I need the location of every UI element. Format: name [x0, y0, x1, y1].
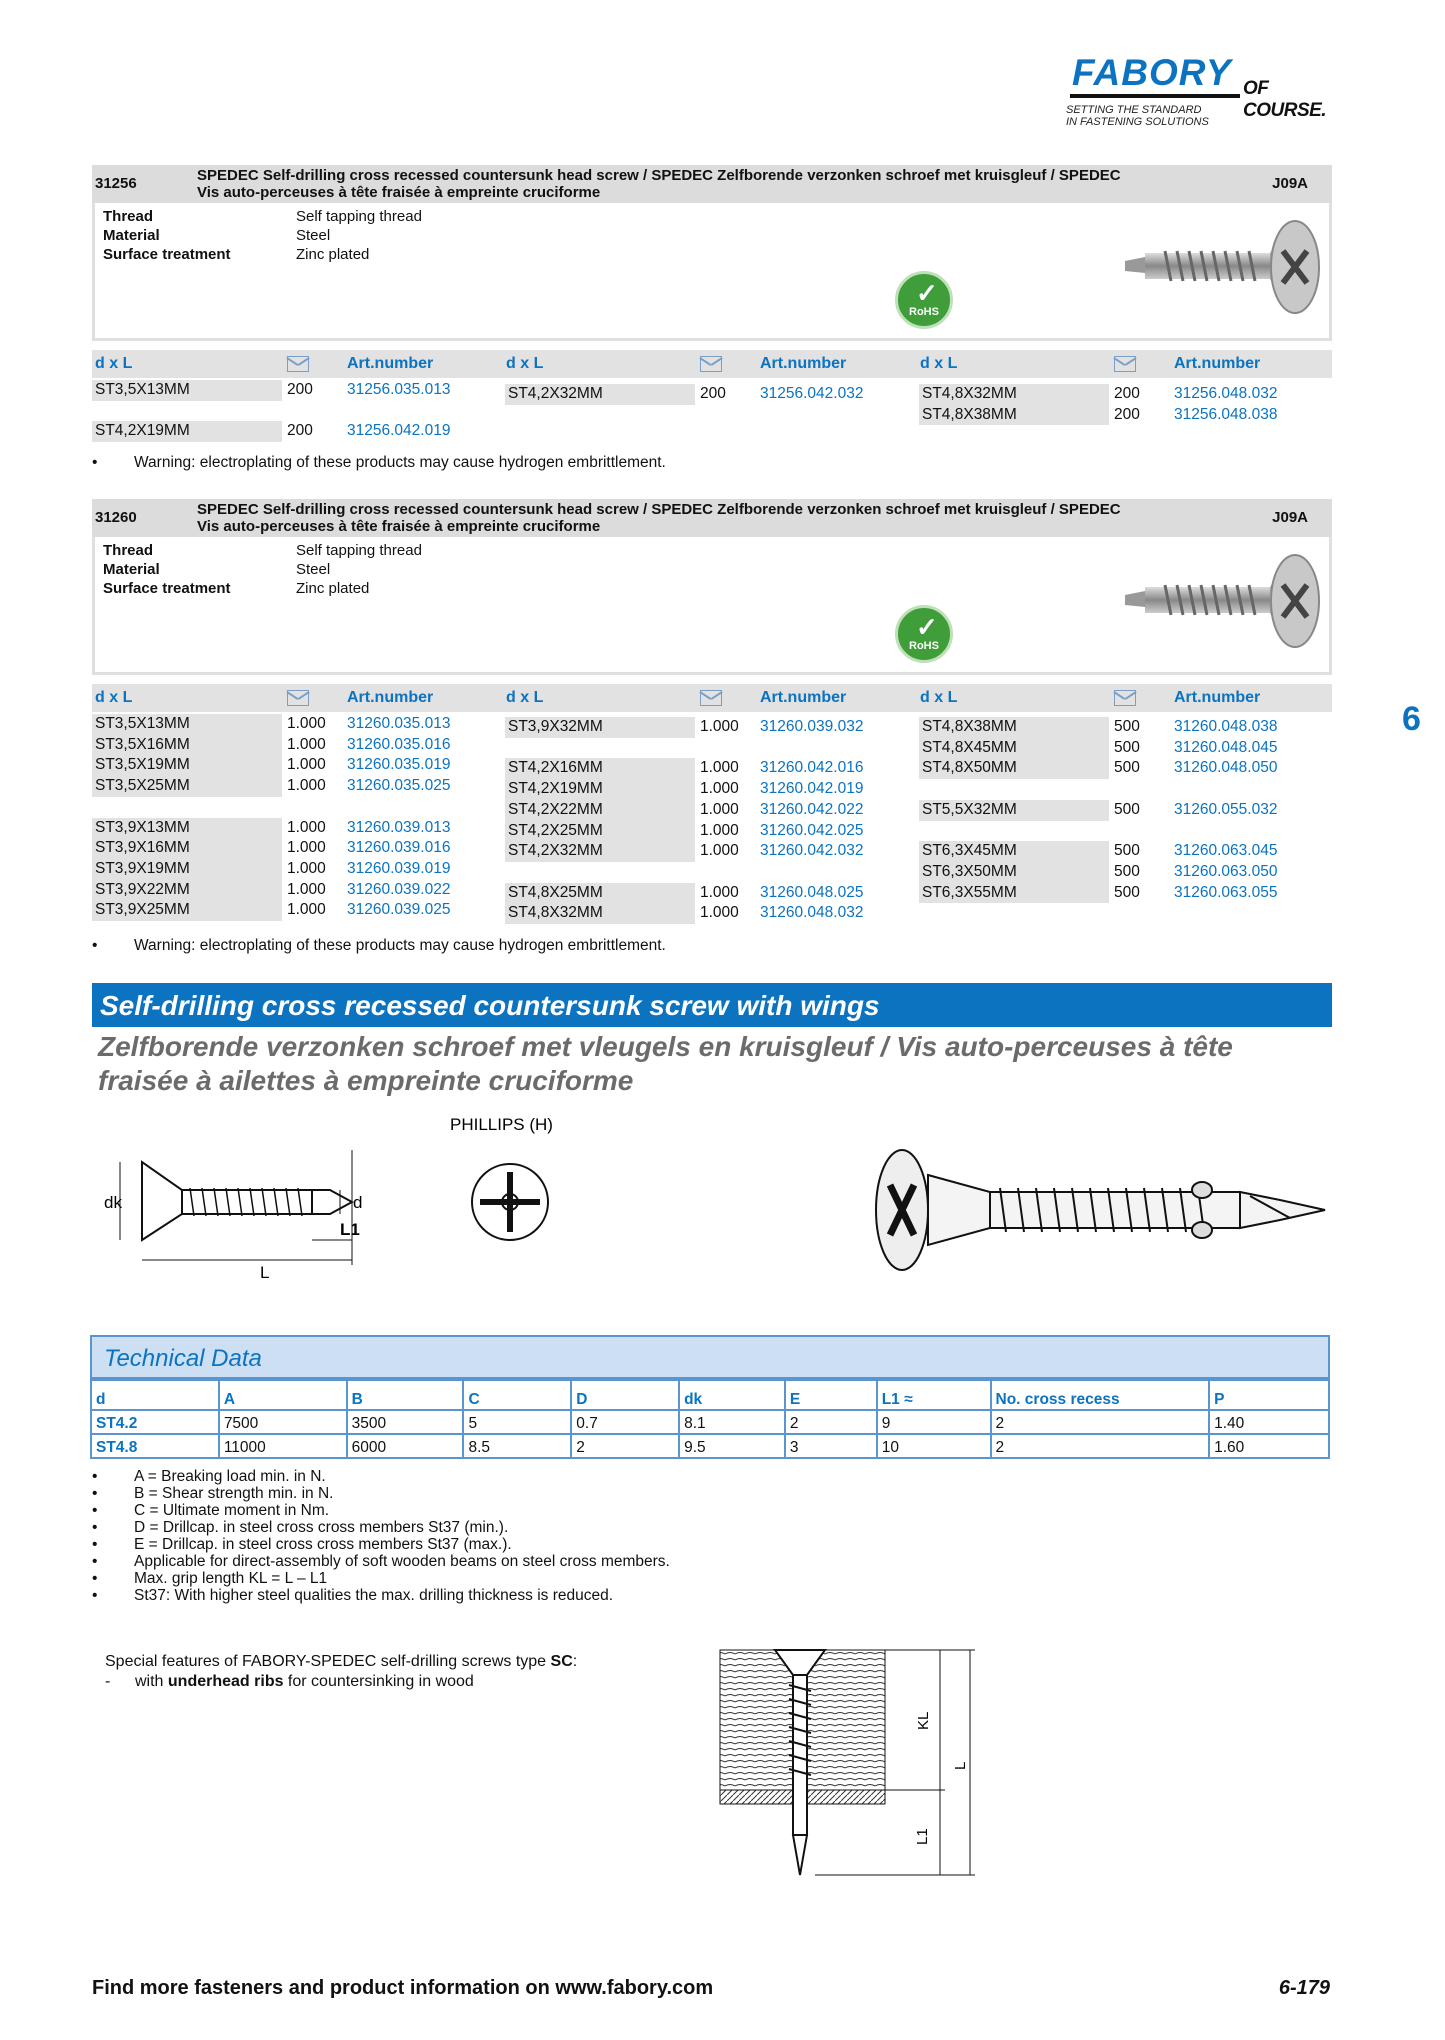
qty-cell: 200: [287, 422, 313, 440]
technical-data-title: Technical Data: [104, 1345, 262, 1372]
art-number-link[interactable]: 31260.042.025: [760, 821, 864, 839]
technical-data-table: [90, 1379, 1330, 1459]
note-text: A = Breaking load min. in N.: [134, 1468, 326, 1485]
art-number-link[interactable]: 31260.035.016: [347, 735, 451, 753]
art-number-link[interactable]: 31260.063.045: [1174, 842, 1278, 860]
art-number-link[interactable]: 31260.048.038: [1174, 718, 1278, 735]
note-item: [92, 1519, 670, 1536]
property-value: Self tapping thread: [296, 542, 422, 559]
qty-cell: 1.000: [700, 821, 739, 839]
envelope-icon: [1114, 690, 1136, 706]
product-code: 31260: [95, 509, 137, 526]
special-features: [105, 1652, 577, 1692]
art-number-link[interactable]: 31260.035.019: [347, 756, 451, 774]
dxl-cell: ST3,9X16MM: [92, 838, 282, 859]
bullet: •: [92, 1553, 98, 1570]
property-value: Steel: [296, 561, 331, 578]
property-label: Surface treatment: [103, 580, 231, 597]
note-text: E = Drillcap. in steel cross cross members St37 (max.).: [134, 1536, 512, 1553]
dxl-cell: ST3,5X25MM: [92, 776, 282, 797]
logo-brand: FABORY: [1072, 52, 1232, 93]
tech-cell: ST4.2: [91, 1410, 219, 1434]
art-number-link[interactable]: 31260.039.016: [347, 839, 451, 857]
dxl-cell: ST4,8X45MM: [919, 738, 1109, 759]
tech-header-row: [91, 1380, 1329, 1410]
bullet: •: [92, 1519, 98, 1536]
dim-d: d: [353, 1193, 363, 1212]
art-number-link[interactable]: 31260.039.019: [347, 859, 451, 877]
tech-header-cell: B: [347, 1380, 464, 1410]
tech-cell: 8.5: [463, 1434, 571, 1458]
tech-cell: 6000: [347, 1434, 464, 1458]
screw-photo-icon: [1125, 217, 1325, 317]
tech-cell: 9: [877, 1410, 991, 1434]
description-line-1: SPEDEC Self-drilling cross recessed countersunk head screw / SPEDEC Zelfborende verzonken schroef met kruisgleuf / SPEDEC: [197, 501, 1121, 518]
tech-row: [91, 1434, 1329, 1458]
art-number-link[interactable]: 31260.042.016: [760, 759, 864, 777]
bullet: •: [92, 1536, 98, 1553]
qty-cell: 200: [287, 381, 313, 398]
bullet: •: [92, 1468, 98, 1485]
property-label: Material: [103, 227, 160, 244]
note-text: B = Shear strength min. in N.: [134, 1485, 334, 1502]
col-dxl-header: d x L: [506, 355, 544, 372]
qty-cell: 1.000: [700, 904, 739, 922]
tech-cell: ST4.8: [91, 1434, 219, 1458]
product-properties-31256: [92, 203, 1332, 341]
section-title: Self-drilling cross recessed countersunk screw with wings: [92, 983, 1332, 1027]
product-description: [197, 167, 1237, 201]
col-art-header: Art.number: [760, 689, 847, 706]
col-dxl-header: d x L: [920, 689, 958, 706]
dxl-cell: ST6,3X55MM: [919, 883, 1109, 904]
property-label: Thread: [103, 542, 154, 559]
tech-cell: 2: [991, 1434, 1210, 1458]
col-dxl-header: d x L: [95, 355, 133, 372]
dxl-cell: ST4,8X25MM: [505, 883, 695, 904]
tech-header-cell: dk: [679, 1380, 785, 1410]
qty-cell: 1.000: [287, 880, 326, 898]
special-bold: underhead ribs: [167, 1673, 284, 1690]
rohs-badge: [895, 605, 953, 663]
technical-data-header: [90, 1335, 1330, 1379]
col-art-header: Art.number: [760, 355, 847, 372]
dxl-cell: ST3,5X13MM: [92, 714, 282, 735]
col-dxl-header: d x L: [95, 689, 133, 706]
qty-cell: 1.000: [287, 839, 326, 857]
property-surface: [103, 245, 369, 264]
qty-cell: 500: [1114, 862, 1140, 880]
note-text: Max. grip length KL = L – L1: [134, 1570, 328, 1587]
qty-cell: 500: [1114, 718, 1140, 735]
description-line-1: SPEDEC Self-drilling cross recessed countersunk head screw / SPEDEC Zelfborende verzonken schroef met kruisgleuf / SPEDEC: [197, 167, 1121, 184]
art-number-link[interactable]: 31260.063.050: [1174, 862, 1278, 880]
dim-l: L: [952, 1761, 969, 1770]
art-number-link[interactable]: 31260.048.045: [1174, 738, 1278, 756]
art-table-header-31256: [92, 350, 1332, 378]
qty-cell: 1.000: [700, 800, 739, 818]
dxl-cell: ST4,2X25MM: [505, 821, 695, 842]
col-art-header: Art.number: [1174, 689, 1261, 706]
art-table-header-31260: [92, 684, 1332, 712]
dxl-cell: ST4,8X32MM: [919, 384, 1109, 405]
qty-cell: 500: [1114, 842, 1140, 860]
subtitle-line-1: Zelfborende verzonken schroef met vleugels en kruisgleuf / Vis auto-perceuses à tête: [98, 1031, 1233, 1062]
property-label: Thread: [103, 208, 154, 225]
special-text: Special features of FABORY-SPEDEC self-drilling screws type: [105, 1653, 551, 1670]
dxl-cell: ST4,8X50MM: [919, 758, 1109, 779]
product-code: 31256: [95, 175, 137, 192]
tech-row: [91, 1410, 1329, 1434]
fabory-logo: [1060, 52, 1350, 132]
property-label: Material: [103, 561, 160, 578]
envelope-icon: [287, 356, 309, 372]
note-item: [92, 1587, 670, 1604]
warning-text: Warning: electroplating of these products may cause hydrogen embrittlement.: [134, 937, 666, 954]
property-thread: [103, 541, 422, 560]
property-value: Zinc plated: [296, 246, 370, 263]
special-text: for countersinking in wood: [283, 1673, 474, 1690]
qty-cell: 500: [1114, 738, 1140, 756]
tech-cell: 9.5: [679, 1434, 785, 1458]
logo-underline: [1070, 94, 1240, 98]
qty-cell: 1.000: [287, 715, 326, 732]
art-number-link[interactable]: 31260.042.032: [760, 842, 864, 860]
col-dxl-header: d x L: [920, 355, 958, 372]
tech-header-cell: E: [785, 1380, 877, 1410]
dxl-cell: ST3,9X32MM: [505, 717, 695, 738]
art-number-link[interactable]: 31260.063.055: [1174, 883, 1278, 901]
tech-header-cell: No. cross recess: [991, 1380, 1210, 1410]
qty-cell: 1.000: [287, 901, 326, 919]
subtitle-line-2: fraisée à ailettes à empreinte cruciforme: [98, 1065, 634, 1096]
bullet: •: [92, 1570, 98, 1587]
tech-cell: 8.1: [679, 1410, 785, 1434]
col-dxl-header: d x L: [506, 689, 544, 706]
property-material: [103, 560, 330, 579]
qty-cell: 200: [700, 385, 726, 402]
art-number-link[interactable]: 31256.042.032: [760, 385, 864, 402]
rohs-badge: [895, 271, 953, 329]
dim-l: L: [260, 1263, 270, 1282]
footer-text: Find more fasteners and product information on www.fabory.com: [92, 1977, 714, 1999]
col-art-header: Art.number: [347, 355, 434, 372]
note-text: St37: With higher steel qualities the max. drilling thickness is reduced.: [134, 1587, 614, 1604]
product-description: [197, 501, 1237, 535]
description-line-2: Vis auto-perceuses à tête fraisée à empreinte cruciforme: [197, 184, 601, 201]
dxl-cell: ST5,5X32MM: [919, 800, 1109, 821]
qty-cell: 200: [1114, 405, 1140, 423]
screw-illustration-icon: [870, 1140, 1330, 1280]
note-text: Applicable for direct-assembly of soft wooden beams on steel cross members.: [134, 1553, 670, 1570]
property-surface: [103, 579, 369, 598]
dxl-cell: ST4,2X16MM: [505, 758, 695, 779]
dxl-cell: ST3,5X19MM: [92, 755, 282, 776]
logo-slogan: OF COURSE.: [1243, 78, 1327, 121]
warning-note-31260: • Warning: electroplating of these products may cause hydrogen embrittlement.: [92, 937, 666, 954]
art-number-link[interactable]: 31260.042.019: [760, 780, 864, 798]
note-item: [92, 1468, 670, 1485]
tech-cell: 5: [463, 1410, 571, 1434]
tech-header-cell: P: [1209, 1380, 1329, 1410]
special-text: :: [572, 1653, 578, 1670]
section-subtitle: [98, 1030, 1298, 1098]
dxl-cell: ST4,2X19MM: [505, 779, 695, 800]
dim-dk: dk: [104, 1193, 122, 1212]
tech-cell: 2: [571, 1434, 679, 1458]
warning-text: Warning: electroplating of these products may cause hydrogen embrittlement.: [134, 454, 666, 471]
dxl-cell: ST4,2X19MM: [92, 421, 282, 442]
dim-kl: KL: [915, 1711, 932, 1730]
art-number-link[interactable]: 31260.039.022: [347, 880, 451, 898]
art-number-link[interactable]: 31256.035.013: [347, 381, 451, 398]
qty-cell: 500: [1114, 883, 1140, 901]
notes-list: [92, 1468, 670, 1604]
art-number-link[interactable]: 31260.048.025: [760, 883, 864, 901]
tech-cell: 0.7: [571, 1410, 679, 1434]
tech-header-cell: L1 ≈: [877, 1380, 991, 1410]
qty-cell: 1.000: [287, 756, 326, 774]
art-number-link[interactable]: 31256.042.019: [347, 422, 451, 440]
qty-cell: 1.000: [287, 859, 326, 877]
special-text: with: [135, 1673, 168, 1690]
art-number-link[interactable]: 31260.042.022: [760, 800, 864, 818]
qty-cell: 500: [1114, 800, 1140, 818]
description-line-2: Vis auto-perceuses à tête fraisée à empreinte cruciforme: [197, 518, 601, 535]
col-art-header: Art.number: [347, 689, 434, 706]
art-number-link[interactable]: 31256.048.038: [1174, 405, 1278, 423]
property-label: Surface treatment: [103, 246, 231, 263]
envelope-icon: [1114, 356, 1136, 372]
tech-cell: 10: [877, 1434, 991, 1458]
technical-drawing: [90, 1110, 590, 1305]
wood-assembly-diagram: [715, 1645, 1005, 1890]
qty-cell: 1.000: [700, 842, 739, 860]
chapter-number: 6: [1402, 700, 1421, 738]
art-number-link[interactable]: 31260.039.025: [347, 901, 451, 919]
envelope-icon: [700, 690, 722, 706]
product-category: J09A: [1272, 175, 1308, 192]
tech-cell: 3: [785, 1434, 877, 1458]
tech-cell: 11000: [219, 1434, 347, 1458]
product-header-31256: [92, 165, 1332, 203]
qty-cell: 1.000: [287, 777, 326, 795]
dim-l1: L1: [914, 1828, 931, 1845]
note-item: [92, 1536, 670, 1553]
dxl-cell: ST4,2X32MM: [505, 384, 695, 405]
bullet: •: [92, 1485, 98, 1502]
product-header-31260: [92, 499, 1332, 537]
dxl-cell: ST6,3X45MM: [919, 841, 1109, 862]
tech-cell: 1.40: [1209, 1410, 1329, 1434]
art-number-link[interactable]: 31260.039.013: [347, 818, 451, 836]
qty-cell: 1.000: [700, 718, 739, 735]
dxl-cell: ST3,5X13MM: [92, 380, 282, 401]
dxl-cell: ST3,9X22MM: [92, 880, 282, 901]
note-item: [92, 1570, 670, 1587]
special-line-2: [105, 1672, 577, 1692]
dxl-cell: ST4,8X32MM: [505, 903, 695, 924]
dxl-cell: ST4,8X38MM: [919, 405, 1109, 426]
qty-cell: 1.000: [700, 883, 739, 901]
art-number-link[interactable]: 31260.035.025: [347, 777, 451, 795]
dxl-cell: ST3,9X19MM: [92, 859, 282, 880]
dxl-cell: ST4,8X38MM: [919, 717, 1109, 738]
dxl-cell: ST3,9X13MM: [92, 818, 282, 839]
tech-cell: 1.60: [1209, 1434, 1329, 1458]
property-thread: [103, 207, 422, 226]
envelope-icon: [287, 690, 309, 706]
art-number-link[interactable]: 31260.055.032: [1174, 800, 1278, 818]
tech-header-cell: D: [571, 1380, 679, 1410]
dxl-cell: ST4,2X32MM: [505, 841, 695, 862]
tech-cell: 7500: [219, 1410, 347, 1434]
tagline-line-1: SETTING THE STANDARD: [1066, 104, 1202, 116]
special-bold: SC: [550, 1653, 573, 1670]
art-number-link[interactable]: 31260.048.050: [1174, 759, 1278, 777]
note-item: [92, 1485, 670, 1502]
col-art-header: Art.number: [1174, 355, 1261, 372]
property-value: Steel: [296, 227, 331, 244]
dim-l1: L1: [340, 1220, 360, 1239]
dxl-cell: ST3,5X16MM: [92, 735, 282, 756]
property-value: Self tapping thread: [296, 208, 422, 225]
property-value: Zinc plated: [296, 580, 370, 597]
art-number-link[interactable]: 31256.048.032: [1174, 385, 1278, 402]
note-item: [92, 1502, 670, 1519]
art-number-link[interactable]: 31260.039.032: [760, 718, 864, 735]
bullet: •: [92, 1502, 98, 1519]
special-dash: -: [105, 1673, 111, 1690]
page-number: 6-179: [1278, 1977, 1330, 1999]
product-category: J09A: [1272, 509, 1308, 526]
rohs-label: RoHS: [909, 640, 939, 652]
tech-header-cell: C: [463, 1380, 571, 1410]
art-number-link[interactable]: 31260.035.013: [347, 715, 451, 732]
dxl-cell: ST6,3X50MM: [919, 862, 1109, 883]
tech-cell: 3500: [347, 1410, 464, 1434]
qty-cell: 200: [1114, 385, 1140, 402]
envelope-icon: [700, 356, 722, 372]
qty-cell: 1.000: [287, 818, 326, 836]
dxl-cell: ST3,9X25MM: [92, 900, 282, 921]
bullet: •: [92, 1587, 98, 1604]
logo-tagline: [1066, 104, 1209, 128]
qty-cell: 500: [1114, 759, 1140, 777]
qty-cell: 1.000: [287, 735, 326, 753]
art-number-link[interactable]: 31260.048.032: [760, 904, 864, 922]
note-text: D = Drillcap. in steel cross cross members St37 (min.).: [134, 1519, 509, 1536]
special-line-1: [105, 1652, 577, 1672]
tech-cell: 2: [991, 1410, 1210, 1434]
note-item: [92, 1553, 670, 1570]
tagline-line-2: IN FASTENING SOLUTIONS: [1066, 116, 1209, 128]
rohs-label: RoHS: [909, 306, 939, 318]
checkmark-icon: ✓: [916, 278, 938, 308]
tech-header-cell: A: [219, 1380, 347, 1410]
qty-cell: 1.000: [700, 780, 739, 798]
tech-cell: 2: [785, 1410, 877, 1434]
warning-note-31256: • Warning: electroplating of these products may cause hydrogen embrittlement.: [92, 454, 666, 471]
dxl-cell: ST4,2X22MM: [505, 800, 695, 821]
product-properties-31260: [92, 537, 1332, 675]
screw-photo-icon: [1125, 551, 1325, 651]
tech-header-cell: d: [91, 1380, 219, 1410]
property-material: [103, 226, 330, 245]
phillips-label: PHILLIPS (H): [450, 1115, 553, 1134]
qty-cell: 1.000: [700, 759, 739, 777]
note-text: C = Ultimate moment in Nm.: [134, 1502, 330, 1519]
checkmark-icon: ✓: [916, 612, 938, 642]
